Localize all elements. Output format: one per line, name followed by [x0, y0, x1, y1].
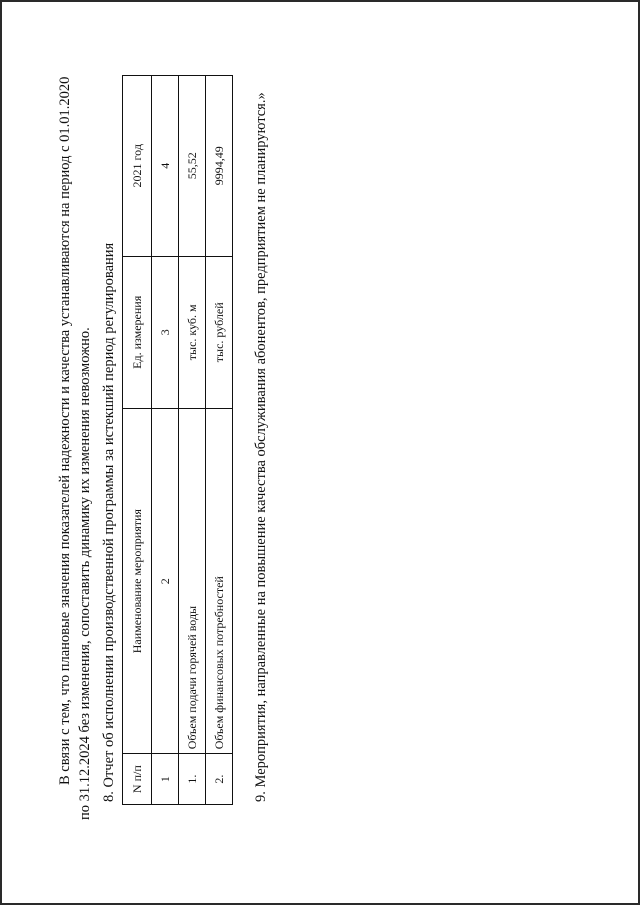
intro-line-1: В связи с тем, что плановые значения показателей надежности и качества устанавливаются на период с 01.01.2020 [57, 76, 73, 785]
row-2-name: Объем финансовых потребностей [206, 409, 233, 754]
header-unit: Ед. измерения [123, 256, 152, 409]
table-row [179, 76, 206, 805]
section-9-text: 9. Мероприятия, направленные на повышение качества обслуживания абонентов, предприятием не планируются.» [253, 92, 269, 802]
header-year: 2021 год [123, 76, 152, 257]
header-num: N п/п [123, 754, 152, 805]
row-1-unit: тыс. куб. м [179, 256, 206, 409]
colnum-2: 2 [152, 409, 179, 754]
row-1-value: 55,52 [179, 76, 206, 257]
row-2-num: 2. [206, 754, 233, 805]
column-number-row [152, 76, 179, 805]
row-1-num: 1. [179, 754, 206, 805]
colnum-3: 3 [152, 256, 179, 409]
colnum-4: 4 [152, 76, 179, 257]
report-table [122, 75, 233, 805]
header-name: Наименование мероприятия [123, 409, 152, 754]
table-header-row [123, 76, 152, 805]
section-8-heading: 8. Отчет об исполнении производственной программы за истекший период регулирования [101, 242, 117, 802]
row-2-value: 9994,49 [206, 76, 233, 257]
row-1-name: Объем подачи горячей воды [179, 409, 206, 754]
table-row [206, 76, 233, 805]
colnum-1: 1 [152, 754, 179, 805]
intro-line-2: по 31.12.2024 без изменения, сопоставить динамику их изменения невозможно. [77, 327, 93, 820]
row-2-unit: тыс. рублей [206, 256, 233, 409]
